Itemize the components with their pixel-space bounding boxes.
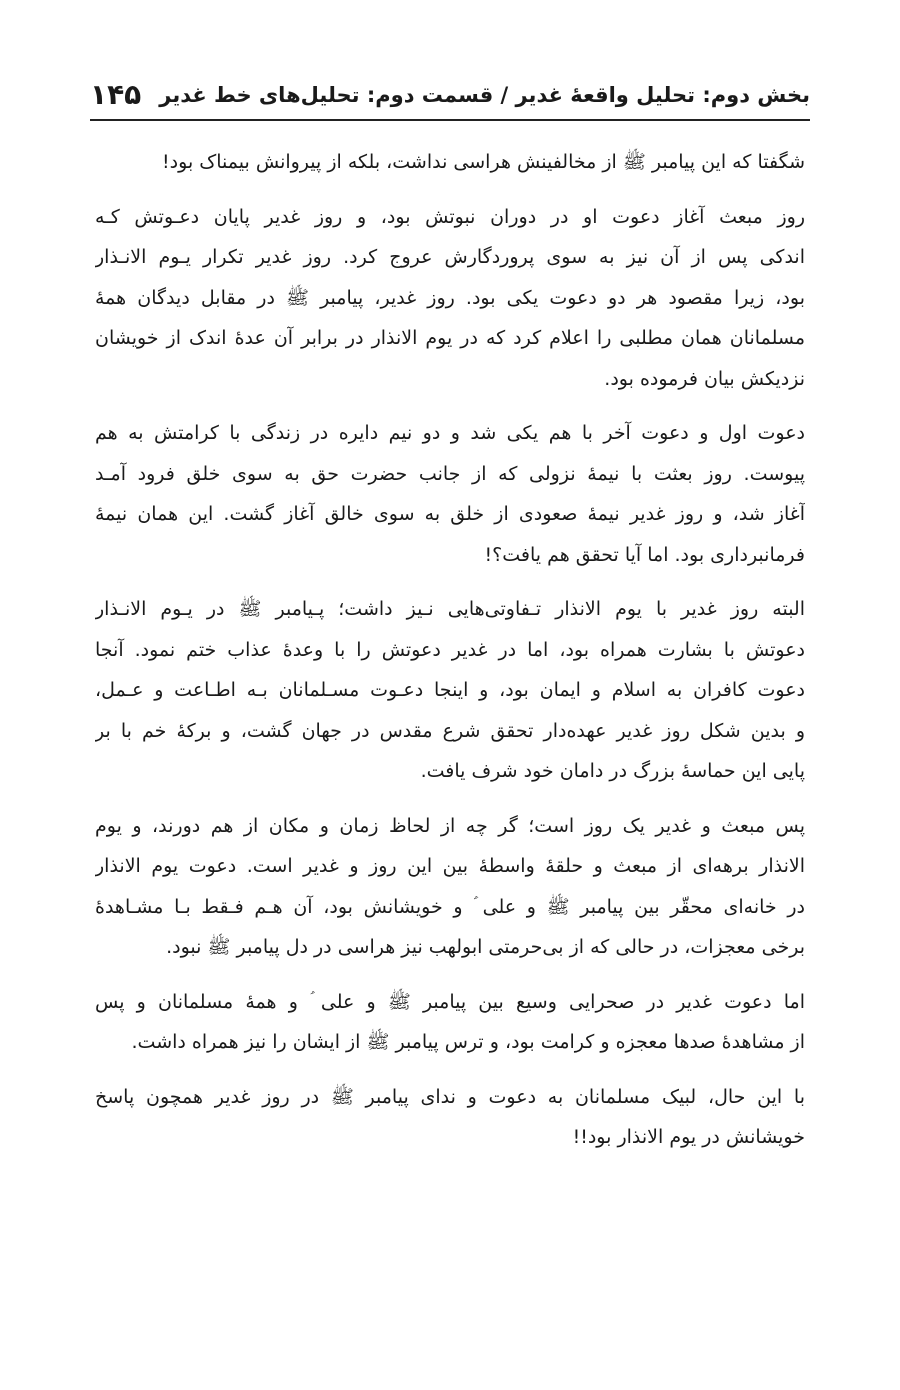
text-line: خویشانش در یوم الانذار بود!! <box>572 1126 805 1148</box>
text-line: البته روز غدیر با یوم الانذار تـفاوتی‌هایی نـیز داشت؛ پـیامبر ﷺ در یـوم الانـذار <box>95 598 805 620</box>
paragraph <box>95 142 805 183</box>
text-line: و بدین شکل روز غدیر عهده‌دار تحقق شرع مقدس در جهان گشت، و برکهٔ خم با بر <box>95 719 805 742</box>
text-line: پس مبعث و غدیر یک روز است؛ گر چه از لحاظ زمان و مکان از هم دورند، و یوم <box>95 814 805 837</box>
text-line: مسلمانان همان مطلبی را اعلام کرد که در یوم الانذار در برابر آن عدهٔ اندک از خویشان <box>95 327 805 349</box>
text-line: بود، زیرا مقصود هر دو دعوت یکی بود. روز غدیر، پیامبر ﷺ در مقابل دیدگان همهٔ <box>95 286 805 309</box>
text-line: الانذار برهه‌ای از مبعث و حلقهٔ واسطهٔ بین این روز و غدیر است. دعوت یوم الانذار <box>95 855 805 877</box>
text-line: دعوت کافران به اسلام و ایمان بود، و اینجا دعـوت مسـلمانان بـه اطـاعت و عـمل، <box>95 679 805 701</box>
text-line: نزدیکش بیان فرموده بود. <box>604 367 805 390</box>
running-header-title: بخش دوم: تحلیل واقعهٔ غدیر / قسمت دوم: تحلیل‌های خط غدیر <box>159 83 810 107</box>
header-rule <box>90 119 810 121</box>
running-header <box>90 70 810 110</box>
text-line: شگفتا که این پیامبر ﷺ از مخالفینش هراسی نداشت، بلکه از پیروانش بیمناک بود! <box>162 151 805 173</box>
paragraph <box>95 1077 805 1158</box>
text-line: اما دعوت غدیر در صحرایی وسیع بین پیامبر ﷺ و علی ؑ و همهٔ مسلمانان و پس <box>95 990 805 1013</box>
text-line: با این حال، لبیک مسلمانان به دعوت و ندای پیامبر ﷺ در روز غدیر همچون پاسخ <box>95 1085 805 1108</box>
text-line: در خانه‌ای محقّر بین پیامبر ﷺ و علی ؑ و خویشانش بود، آن هـم فـقط بـا مشـاهدهٔ <box>95 895 805 918</box>
text-line: فرمانبرداری بود. اما آیا تحقق هم یافت؟! <box>484 543 805 566</box>
text-line: اندکی پس از آن نیز به سوی پروردگارش عروج کرد. روز غدیر تکرار یـوم الانـذار <box>95 246 805 268</box>
paragraph <box>95 413 805 575</box>
text-line: آغاز شد، و روز غدیر نیمهٔ صعودی از خلق به سوی خالق آغاز گشت. این همان نیمهٔ <box>95 503 805 525</box>
paragraph <box>95 806 805 968</box>
body-text <box>95 142 805 1158</box>
text-line: دعوت اول و دعوت آخر با هم یکی شد و دو نیم دایره در زندگی با کرامتش به هم <box>95 422 805 444</box>
text-line: برخی معجزات، در حالی که از بی‌حرمتی ابولهب نیز هراسی در دل پیامبر ﷺ نبود. <box>166 936 805 958</box>
text-line: پیوست. روز بعثت با نیمهٔ نزولی که از جانب حضرت حق به سوی خلق فرود آمـد <box>95 462 805 485</box>
paragraph <box>95 589 805 792</box>
paragraph <box>95 982 805 1063</box>
paragraph <box>95 197 805 400</box>
page-number: ۱۴۵ <box>90 78 142 111</box>
text-line: روز مبعث آغاز دعوت او در دوران نبوتش بود، و روز غدیر پایان دعـوتش کـه <box>95 205 805 228</box>
text-line: از مشاهدهٔ صدها معجزه و کرامت بود، و ترس پیامبر ﷺ از ایشان را نیز همراه داشت. <box>131 1031 805 1053</box>
text-line: دعوتش با بشارت همراه بود، اما در غدیر دعوتش را با وعدهٔ عذاب ختم نمود. آنجا <box>95 638 805 661</box>
text-line: پایی این حماسهٔ بزرگ در دامان خود شرف یافت. <box>420 760 805 782</box>
